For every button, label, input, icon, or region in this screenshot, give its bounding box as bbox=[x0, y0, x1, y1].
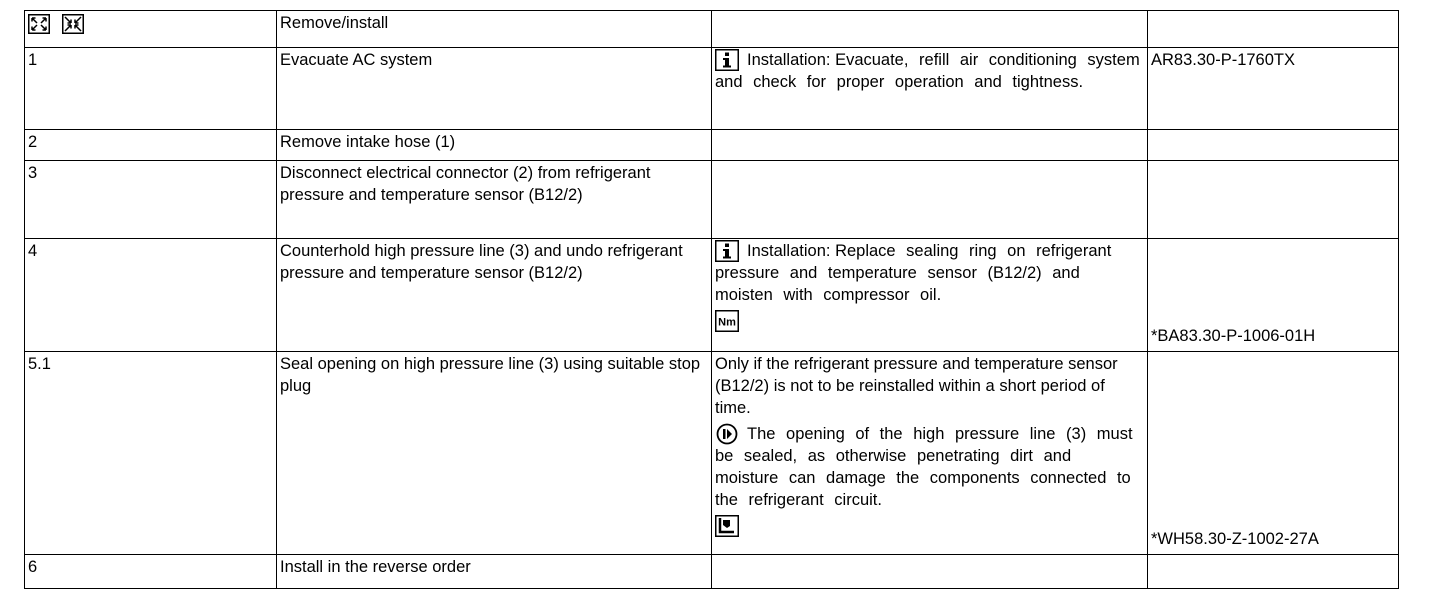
step-reference-link[interactable]: AR83.30-P-1760TX bbox=[1148, 48, 1399, 130]
step-ref-cell bbox=[1148, 352, 1399, 555]
collapse-arrows-icon[interactable] bbox=[62, 14, 84, 40]
empty-cell bbox=[1148, 130, 1399, 161]
step-note-cell bbox=[712, 239, 1148, 352]
note-label: Installation: bbox=[747, 242, 831, 260]
step-number: 2 bbox=[25, 130, 277, 161]
empty-cell bbox=[712, 130, 1148, 161]
step-text: Remove intake hose (1) bbox=[277, 130, 712, 161]
empty-cell bbox=[1148, 555, 1399, 589]
step-number: 3 bbox=[25, 161, 277, 239]
header-empty-cell bbox=[712, 11, 1148, 48]
note-text: Replace sealing ring on refrigerant pressure and temperature sensor (B12/2) and moisten with compressor oil. bbox=[715, 242, 1112, 304]
step-number: 6 bbox=[25, 555, 277, 589]
table-row bbox=[25, 352, 1399, 555]
table-row bbox=[25, 130, 1399, 161]
condition-text: Only if the refrigerant pressure and temperature sensor (B12/2) is not to be reinstalled within a short period of time. bbox=[715, 355, 1118, 417]
step-number: 4 bbox=[25, 239, 277, 352]
step-number: 5.1 bbox=[25, 352, 277, 555]
expand-arrows-icon[interactable] bbox=[28, 14, 50, 40]
step-text: Evacuate AC system bbox=[277, 48, 712, 130]
procedure-table bbox=[24, 10, 1399, 589]
table-row bbox=[25, 48, 1399, 130]
step-text: Disconnect electrical connector (2) from refrigerant pressure and temperature sensor (B12/2) bbox=[277, 161, 712, 239]
caution-icon bbox=[715, 423, 739, 445]
step-ref-cell bbox=[1148, 239, 1399, 352]
header-title: Remove/install bbox=[277, 11, 712, 48]
header-row bbox=[25, 11, 1399, 48]
torque-nm-label: Nm bbox=[718, 316, 736, 329]
info-icon bbox=[715, 49, 739, 71]
table-row bbox=[25, 239, 1399, 352]
step-note-cell bbox=[712, 352, 1148, 555]
torque-nm-icon[interactable] bbox=[715, 318, 739, 336]
empty-cell bbox=[1148, 161, 1399, 239]
note-text: Evacuate, refill air conditioning system and check for proper operation and tightness. bbox=[715, 51, 1140, 91]
header-empty-cell bbox=[1148, 11, 1399, 48]
step-note-cell bbox=[712, 48, 1148, 130]
info-icon bbox=[715, 240, 739, 262]
header-icons-cell bbox=[25, 11, 277, 48]
step-reference-link[interactable]: *WH58.30-Z-1002-27A bbox=[1151, 530, 1319, 548]
step-text: Counterhold high pressure line (3) and undo refrigerant pressure and temperature sensor (B12/2) bbox=[277, 239, 712, 352]
step-text: Install in the reverse order bbox=[277, 555, 712, 589]
step-number: 1 bbox=[25, 48, 277, 130]
step-reference-link[interactable]: *BA83.30-P-1006-01H bbox=[1151, 327, 1316, 345]
note-label: Installation: bbox=[747, 51, 831, 69]
caution-text: The opening of the high pressure line (3) must be sealed, as otherwise penetrating dirt and moisture can damage the components connected to the refrigerant circuit. bbox=[715, 425, 1133, 509]
empty-cell bbox=[712, 555, 1148, 589]
empty-cell bbox=[712, 161, 1148, 239]
table-row bbox=[25, 161, 1399, 239]
tool-icon[interactable] bbox=[715, 523, 739, 541]
table-row bbox=[25, 555, 1399, 589]
step-text: Seal opening on high pressure line (3) using suitable stop plug bbox=[277, 352, 712, 555]
